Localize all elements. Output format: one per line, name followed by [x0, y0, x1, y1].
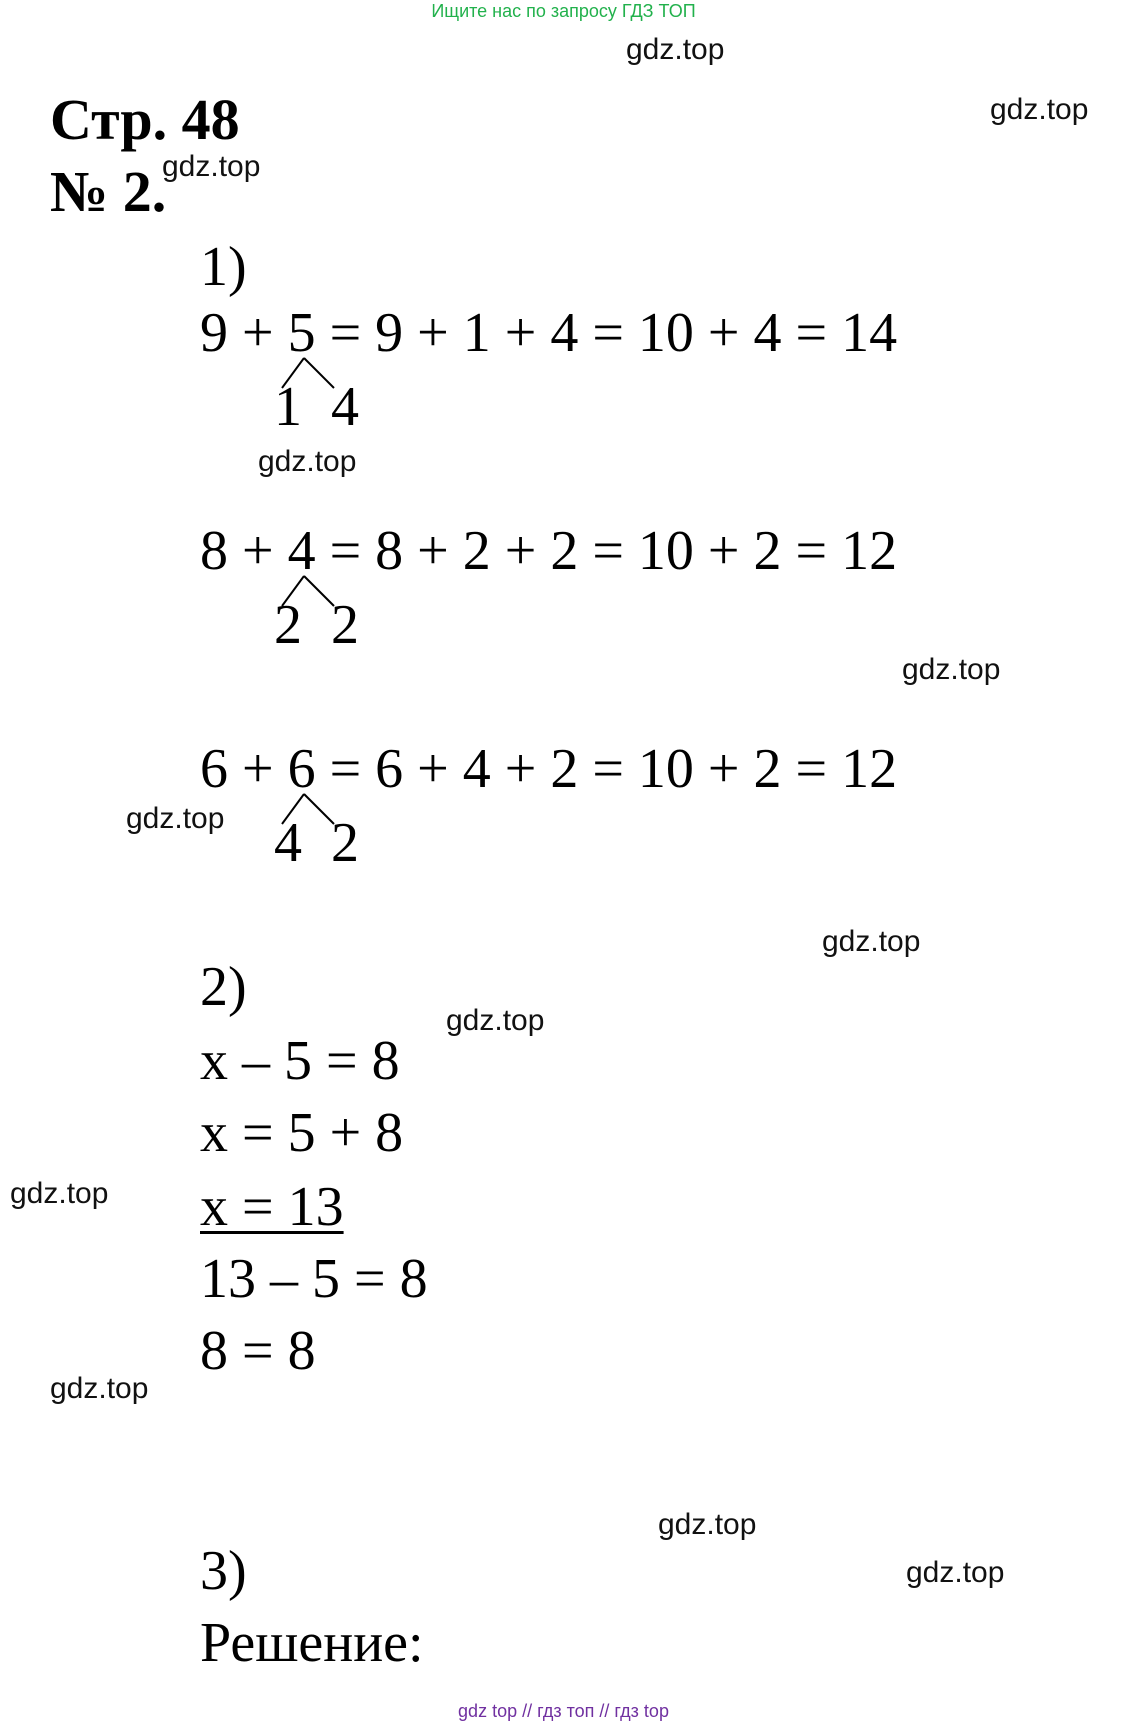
split-part-a: 4	[274, 812, 302, 874]
part3-label: 3)	[200, 1540, 247, 1602]
split-part-b: 2	[331, 594, 359, 656]
watermark: gdz.top	[822, 925, 921, 958]
split-part-b: 4	[331, 376, 359, 438]
part2-line-2: x = 5 + 8	[200, 1102, 404, 1164]
watermark: gdz.top	[50, 1372, 149, 1405]
watermark: gdz.top	[626, 33, 725, 66]
part2-line-1: x – 5 = 8	[200, 1030, 400, 1092]
watermark: gdz.top	[902, 653, 1001, 686]
watermark: gdz.top	[258, 445, 357, 478]
watermark: gdz.top	[446, 1004, 545, 1037]
part1-label: 1)	[200, 236, 247, 298]
split-part-a: 2	[274, 594, 302, 656]
watermark: gdz.top	[162, 150, 261, 183]
task-number: № 2.	[50, 159, 167, 224]
watermark: gdz.top	[906, 1556, 1005, 1589]
part2-check-1: 13 – 5 = 8	[200, 1248, 428, 1310]
equation-2: 8 + 4 = 8 + 2 + 2 = 10 + 2 = 12	[200, 520, 898, 582]
watermark: gdz.top	[126, 802, 225, 835]
watermark: gdz.top	[658, 1508, 757, 1541]
watermark: gdz.top	[10, 1177, 109, 1210]
solution-label: Решение:	[200, 1612, 424, 1674]
watermark: gdz.top	[990, 93, 1089, 126]
part2-answer: x = 13	[200, 1176, 344, 1238]
page-title: Стр. 48	[50, 87, 240, 152]
split-part-b: 2	[331, 812, 359, 874]
equation-3: 6 + 6 = 6 + 4 + 2 = 10 + 2 = 12	[200, 738, 898, 800]
equation-1: 9 + 5 = 9 + 1 + 4 = 10 + 4 = 14	[200, 302, 898, 364]
footer-links: gdz top // гдз топ // гдз top	[458, 1701, 669, 1721]
split-part-a: 1	[274, 376, 302, 438]
part2-label: 2)	[200, 956, 247, 1018]
top-banner: Ищите нас по запросу ГДЗ ТОП	[431, 1, 696, 21]
part2-check-2: 8 = 8	[200, 1320, 316, 1382]
